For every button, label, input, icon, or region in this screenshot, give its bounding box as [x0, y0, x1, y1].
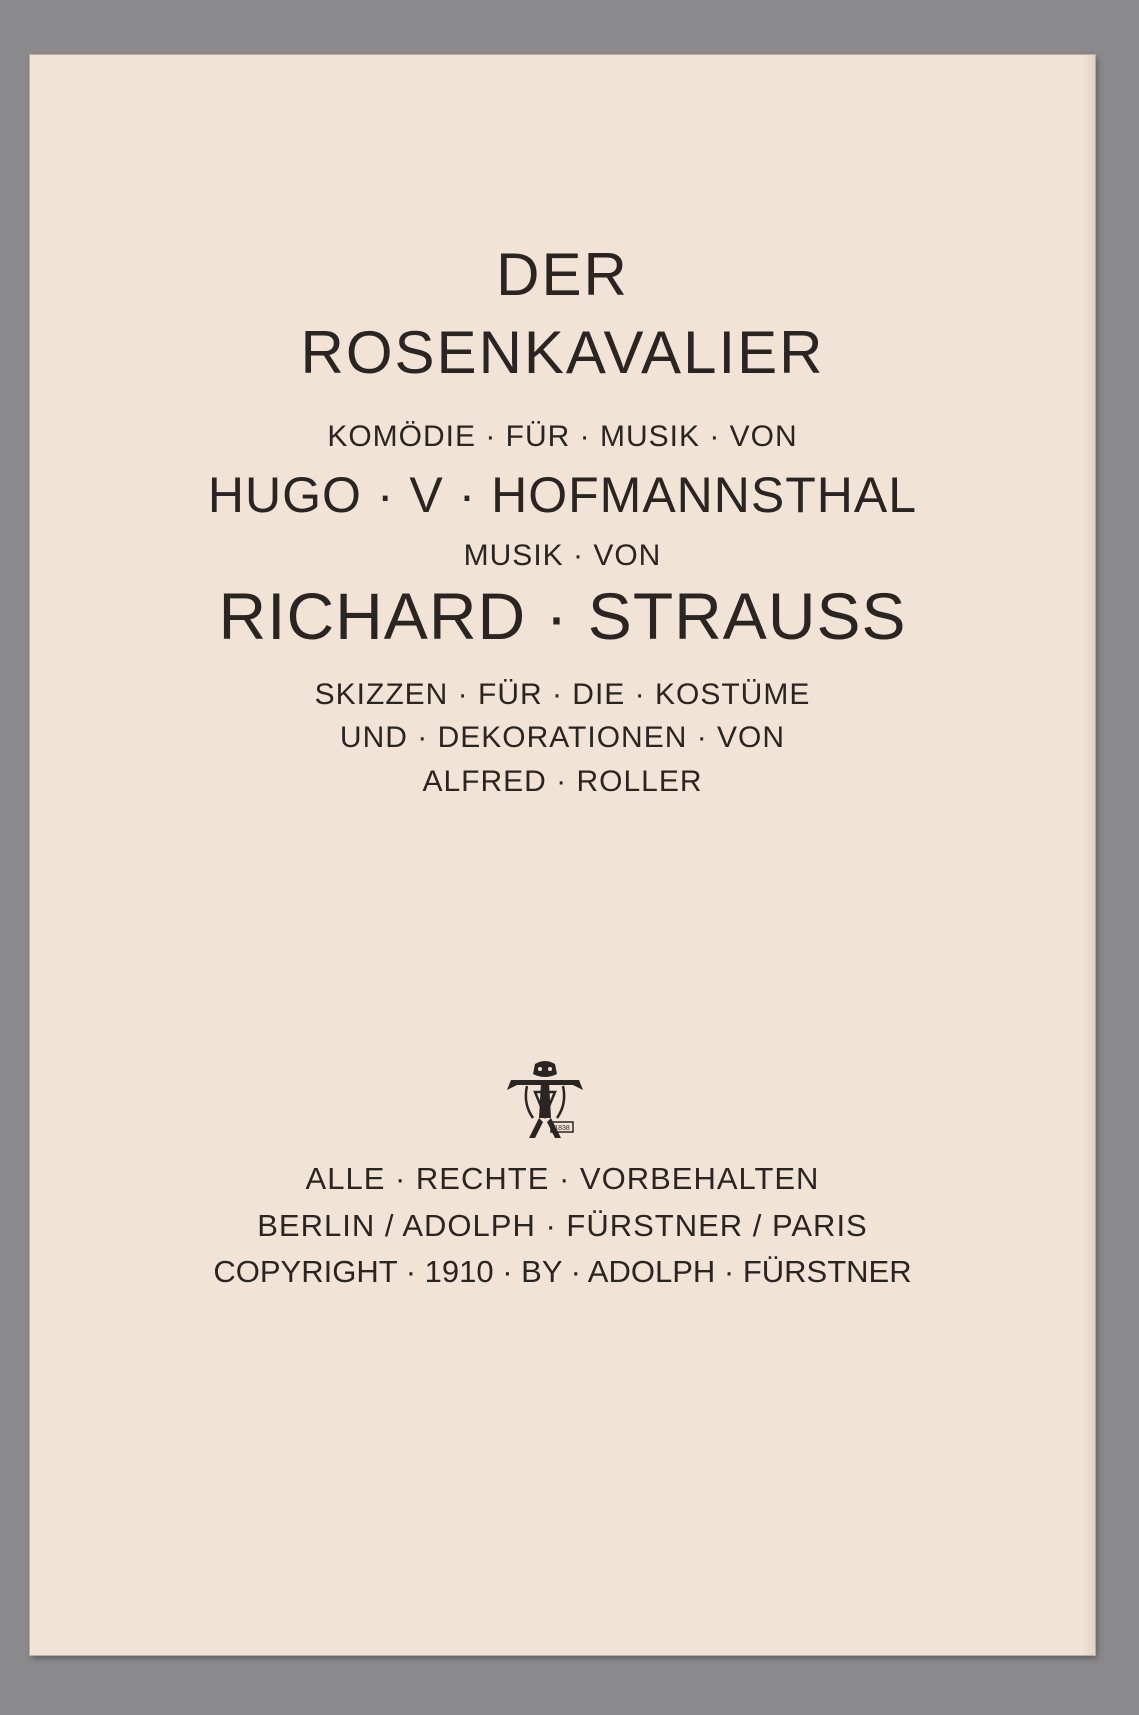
title-line-1: DER: [496, 241, 629, 308]
librettist: HUGO · V · HOFMANNSTHAL: [207, 467, 918, 523]
copyright-line: COPYRIGHT · 1910 · BY · ADOLPH · FÜRSTNER: [213, 1254, 912, 1289]
music-by-label: MUSIK · VON: [463, 539, 662, 572]
composer: RICHARD · STRAUSS: [218, 579, 907, 653]
title-line-2: ROSENKAVALIER: [300, 319, 825, 386]
sketches-line-2: UND · DEKORATIONEN · VON: [339, 721, 786, 754]
title-page-sheet: [30, 55, 1095, 1655]
rights-notice: ALLE · RECHTE · VORBEHALTEN: [305, 1161, 820, 1196]
publisher-mark-year: 1838: [554, 1125, 570, 1132]
publisher-emblem-icon: [507, 1060, 583, 1142]
designer: ALFRED · ROLLER: [422, 765, 703, 798]
subtitle: KOMÖDIE · FÜR · MUSIK · VON: [327, 420, 798, 453]
publisher-line: BERLIN / ADOLPH · FÜRSTNER / PARIS: [257, 1208, 868, 1243]
sketches-line-1: SKIZZEN · FÜR · DIE · KOSTÜME: [314, 678, 811, 711]
